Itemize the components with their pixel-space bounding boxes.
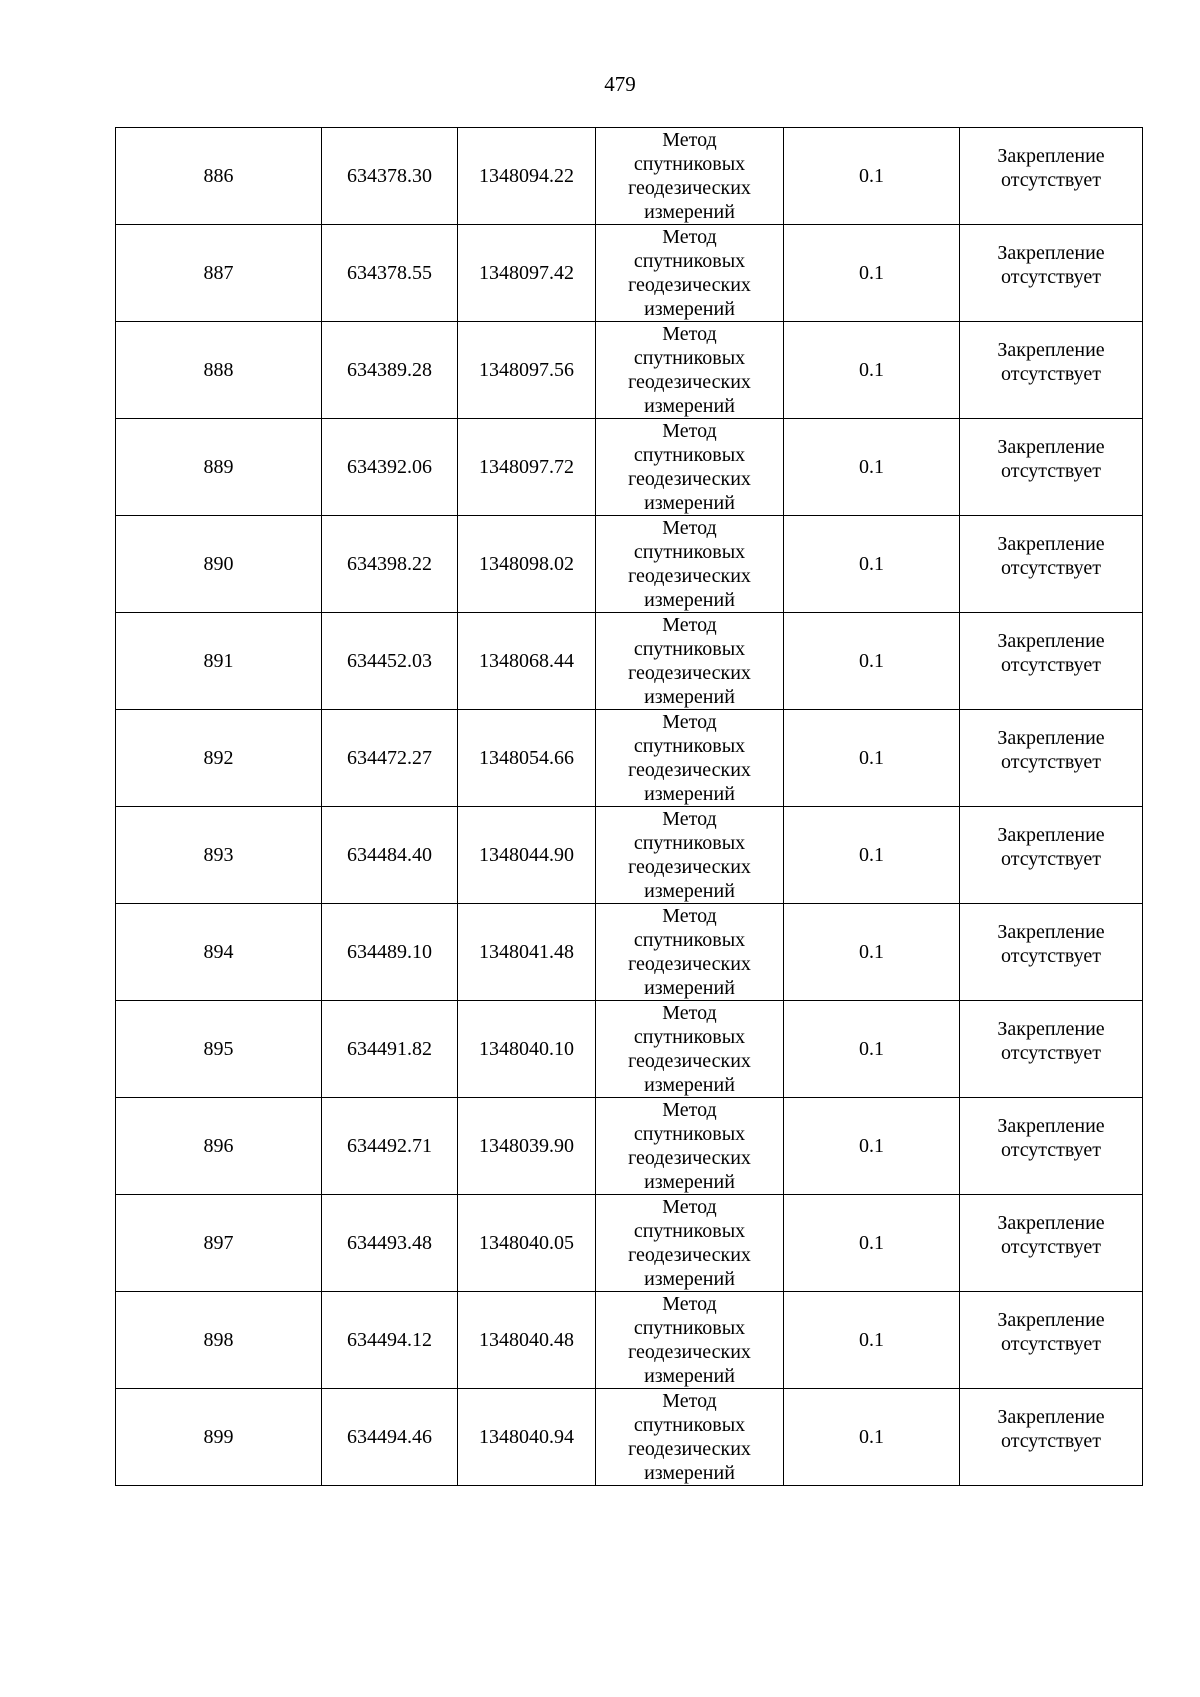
method-text: Метод спутниковых геодезических измерений: [628, 420, 751, 514]
y-coordinate-cell: 1348041.48: [458, 904, 596, 1001]
accuracy-cell: 0.1: [784, 516, 960, 613]
accuracy-cell: 0.1: [784, 1389, 960, 1486]
accuracy-cell: 0.1: [784, 1098, 960, 1195]
accuracy-cell: 0.1: [784, 710, 960, 807]
fixing-cell: [960, 128, 1143, 225]
fixing-text: Закрепление отсутствует: [997, 436, 1105, 482]
coordinates-table: [115, 127, 1143, 1486]
page-number: 479: [604, 72, 636, 96]
point-number-cell: 886: [116, 128, 322, 225]
fixing-cell: [960, 613, 1143, 710]
method-cell: [596, 613, 784, 710]
point-number-cell: 887: [116, 225, 322, 322]
x-coordinate-cell: 634494.12: [322, 1292, 458, 1389]
fixing-cell: [960, 807, 1143, 904]
accuracy-cell: 0.1: [784, 322, 960, 419]
method-cell: [596, 1195, 784, 1292]
y-coordinate-cell: 1348040.94: [458, 1389, 596, 1486]
y-coordinate-cell: 1348068.44: [458, 613, 596, 710]
method-text: Метод спутниковых геодезических измерений: [628, 1099, 751, 1193]
method-cell: [596, 419, 784, 516]
method-text: Метод спутниковых геодезических измерений: [628, 1390, 751, 1484]
fixing-cell: [960, 1195, 1143, 1292]
x-coordinate-cell: 634398.22: [322, 516, 458, 613]
point-number-cell: 896: [116, 1098, 322, 1195]
fixing-text: Закрепление отсутствует: [997, 1309, 1105, 1355]
y-coordinate-cell: 1348040.10: [458, 1001, 596, 1098]
fixing-cell: [960, 419, 1143, 516]
point-number-cell: 899: [116, 1389, 322, 1486]
point-number-cell: 894: [116, 904, 322, 1001]
x-coordinate-cell: 634392.06: [322, 419, 458, 516]
point-number-cell: 897: [116, 1195, 322, 1292]
y-coordinate-cell: 1348040.05: [458, 1195, 596, 1292]
fixing-text: Закрепление отсутствует: [997, 533, 1105, 579]
fixing-text: Закрепление отсутствует: [997, 1212, 1105, 1258]
method-cell: [596, 710, 784, 807]
fixing-text: Закрепление отсутствует: [997, 727, 1105, 773]
table-row: [116, 807, 1143, 904]
method-text: Метод спутниковых геодезических измерений: [628, 1293, 751, 1387]
method-cell: [596, 1001, 784, 1098]
table-row: [116, 613, 1143, 710]
accuracy-cell: 0.1: [784, 128, 960, 225]
fixing-text: Закрепление отсутствует: [997, 339, 1105, 385]
y-coordinate-cell: 1348098.02: [458, 516, 596, 613]
table-row: [116, 904, 1143, 1001]
y-coordinate-cell: 1348097.56: [458, 322, 596, 419]
y-coordinate-cell: 1348097.72: [458, 419, 596, 516]
method-cell: [596, 128, 784, 225]
point-number-cell: 891: [116, 613, 322, 710]
method-text: Метод спутниковых геодезических измерений: [628, 614, 751, 708]
coordinates-table-body: [116, 128, 1143, 1486]
method-cell: [596, 1292, 784, 1389]
method-cell: [596, 904, 784, 1001]
point-number-cell: 895: [116, 1001, 322, 1098]
method-text: Метод спутниковых геодезических измерений: [628, 1196, 751, 1290]
table-row: [116, 1001, 1143, 1098]
accuracy-cell: 0.1: [784, 1292, 960, 1389]
fixing-cell: [960, 710, 1143, 807]
method-cell: [596, 1098, 784, 1195]
x-coordinate-cell: 634452.03: [322, 613, 458, 710]
y-coordinate-cell: 1348097.42: [458, 225, 596, 322]
x-coordinate-cell: 634491.82: [322, 1001, 458, 1098]
accuracy-cell: 0.1: [784, 1195, 960, 1292]
method-text: Метод спутниковых геодезических измерений: [628, 711, 751, 805]
method-text: Метод спутниковых геодезических измерений: [628, 808, 751, 902]
table-row: [116, 1195, 1143, 1292]
fixing-cell: [960, 516, 1143, 613]
fixing-cell: [960, 1389, 1143, 1486]
method-text: Метод спутниковых геодезических измерений: [628, 226, 751, 320]
fixing-text: Закрепление отсутствует: [997, 921, 1105, 967]
fixing-cell: [960, 1098, 1143, 1195]
table-row: [116, 128, 1143, 225]
x-coordinate-cell: 634489.10: [322, 904, 458, 1001]
method-cell: [596, 1389, 784, 1486]
method-text: Метод спутниковых геодезических измерений: [628, 129, 751, 223]
fixing-cell: [960, 1001, 1143, 1098]
point-number-cell: 890: [116, 516, 322, 613]
fixing-text: Закрепление отсутствует: [997, 630, 1105, 676]
table-row: [116, 1292, 1143, 1389]
x-coordinate-cell: 634493.48: [322, 1195, 458, 1292]
accuracy-cell: 0.1: [784, 419, 960, 516]
y-coordinate-cell: 1348054.66: [458, 710, 596, 807]
fixing-text: Закрепление отсутствует: [997, 242, 1105, 288]
point-number-cell: 892: [116, 710, 322, 807]
fixing-text: Закрепление отсутствует: [997, 1115, 1105, 1161]
fixing-text: Закрепление отсутствует: [997, 145, 1105, 191]
accuracy-cell: 0.1: [784, 904, 960, 1001]
fixing-text: Закрепление отсутствует: [997, 1018, 1105, 1064]
method-text: Метод спутниковых геодезических измерений: [628, 323, 751, 417]
y-coordinate-cell: 1348040.48: [458, 1292, 596, 1389]
y-coordinate-cell: 1348094.22: [458, 128, 596, 225]
x-coordinate-cell: 634494.46: [322, 1389, 458, 1486]
point-number-cell: 889: [116, 419, 322, 516]
table-row: [116, 225, 1143, 322]
fixing-text: Закрепление отсутствует: [997, 1406, 1105, 1452]
table-row: [116, 322, 1143, 419]
x-coordinate-cell: 634472.27: [322, 710, 458, 807]
table-row: [116, 1389, 1143, 1486]
method-text: Метод спутниковых геодезических измерений: [628, 517, 751, 611]
method-cell: [596, 225, 784, 322]
y-coordinate-cell: 1348044.90: [458, 807, 596, 904]
table-row: [116, 419, 1143, 516]
fixing-cell: [960, 904, 1143, 1001]
fixing-cell: [960, 1292, 1143, 1389]
fixing-cell: [960, 225, 1143, 322]
method-cell: [596, 516, 784, 613]
method-text: Метод спутниковых геодезических измерений: [628, 1002, 751, 1096]
method-text: Метод спутниковых геодезических измерений: [628, 905, 751, 999]
accuracy-cell: 0.1: [784, 1001, 960, 1098]
table-row: [116, 1098, 1143, 1195]
x-coordinate-cell: 634378.55: [322, 225, 458, 322]
fixing-text: Закрепление отсутствует: [997, 824, 1105, 870]
accuracy-cell: 0.1: [784, 613, 960, 710]
x-coordinate-cell: 634389.28: [322, 322, 458, 419]
table-row: [116, 516, 1143, 613]
fixing-cell: [960, 322, 1143, 419]
x-coordinate-cell: 634484.40: [322, 807, 458, 904]
point-number-cell: 888: [116, 322, 322, 419]
accuracy-cell: 0.1: [784, 807, 960, 904]
point-number-cell: 893: [116, 807, 322, 904]
accuracy-cell: 0.1: [784, 225, 960, 322]
x-coordinate-cell: 634378.30: [322, 128, 458, 225]
table-row: [116, 710, 1143, 807]
point-number-cell: 898: [116, 1292, 322, 1389]
method-cell: [596, 322, 784, 419]
x-coordinate-cell: 634492.71: [322, 1098, 458, 1195]
method-cell: [596, 807, 784, 904]
y-coordinate-cell: 1348039.90: [458, 1098, 596, 1195]
